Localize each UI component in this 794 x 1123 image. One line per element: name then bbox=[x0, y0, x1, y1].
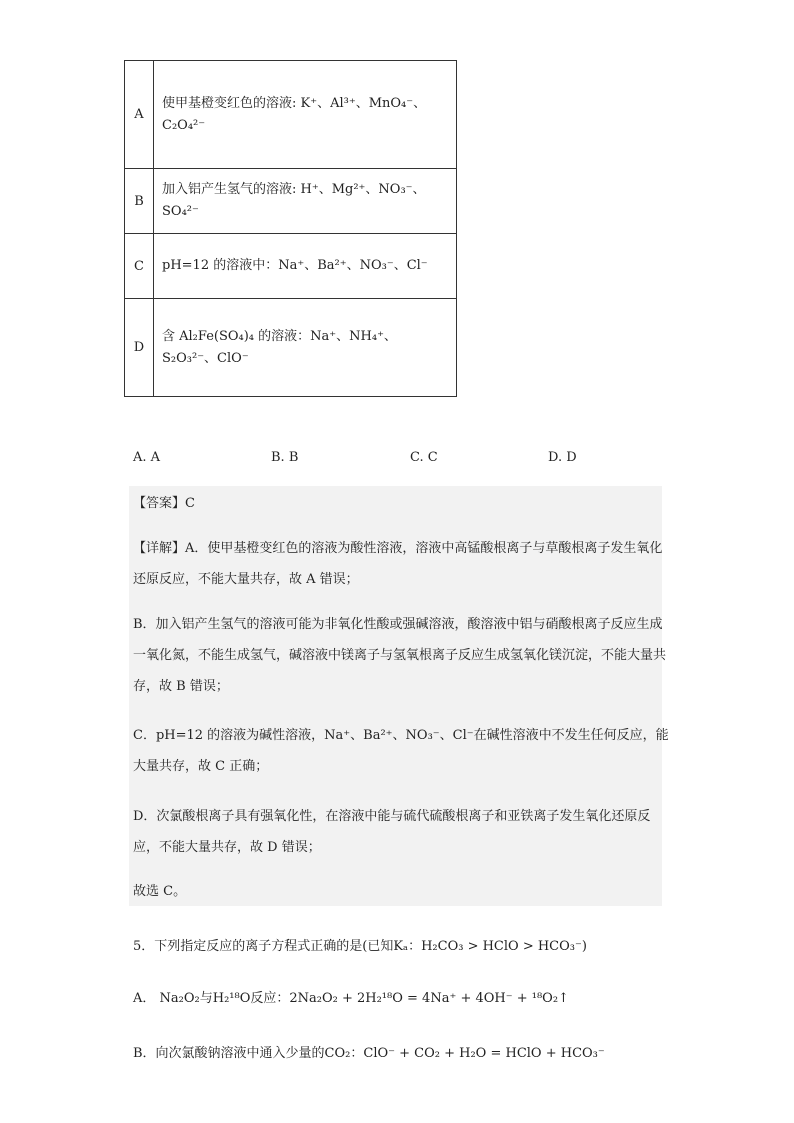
row-label: A bbox=[125, 61, 154, 169]
row-text: 使甲基橙变红色的溶液: K⁺、Al³⁺、MnO₄⁻、C₂O₄²⁻ bbox=[154, 61, 457, 169]
choice-a[interactable]: A. A bbox=[133, 450, 161, 465]
detail-d: D．次氯酸根离子具有强氧化性，在溶液中能与硫代硫酸根离子和亚铁离子发生氧化还原反应，不能大量共存，故 D 错误； bbox=[133, 809, 651, 855]
row-text: 加入铝产生氢气的溶液: H⁺、Mg²⁺、NO₃⁻、SO₄²⁻ bbox=[154, 169, 457, 234]
detail-a: 【详解】A．使甲基橙变红色的溶液为酸性溶液，溶液中高锰酸根离子与草酸根离子发生氧化还原反应，不能大量共存，故 A 错误； bbox=[133, 541, 663, 587]
row-text: pH=12 的溶液中：Na⁺、Ba²⁺、NO₃⁻、Cl⁻ bbox=[154, 234, 457, 299]
row-label: C bbox=[125, 234, 154, 299]
choice-c[interactable]: C. C bbox=[410, 450, 438, 465]
choice-d[interactable]: D. D bbox=[548, 450, 577, 465]
row-label: D bbox=[125, 299, 154, 397]
detail-c: C．pH=12 的溶液为碱性溶液，Na⁺、Ba²⁺、NO₃⁻、Cl⁻在碱性溶液中不发生任何反应，能大量共存，故 C 正确； bbox=[133, 728, 669, 774]
question-stem: 5．下列指定反应的离子方程式正确的是(已知Kₐ：H₂CO₃ > HClO > HCO₃⁻) bbox=[133, 939, 587, 954]
table-row bbox=[125, 234, 457, 299]
answer-line: 【答案】C bbox=[133, 496, 195, 511]
choice-b[interactable]: B. B bbox=[271, 450, 299, 465]
table-row bbox=[125, 299, 457, 397]
question-option-b[interactable]: B．向次氯酸钠溶液中通入少量的CO₂：ClO⁻ + CO₂ + H₂O = HClO + HCO₃⁻ bbox=[133, 1046, 605, 1061]
table-row bbox=[125, 169, 457, 234]
options-table bbox=[124, 60, 457, 397]
table-row bbox=[125, 61, 457, 169]
conclusion: 故选 C。 bbox=[133, 884, 187, 899]
detail-b: B．加入铝产生氢气的溶液可能为非氧化性酸或强碱溶液，酸溶液中铝与硝酸根离子反应生成一氧化氮，不能生成氢气，碱溶液中镁离子与氢氧根离子反应生成氢氧化镁沉淀，不能大量共存，故 B 错误； bbox=[133, 617, 667, 694]
row-text: 含 Al₂Fe(SO₄)₄ 的溶液：Na⁺、NH₄⁺、S₂O₃²⁻、ClO⁻ bbox=[154, 299, 457, 397]
question-option-a[interactable]: A． Na₂O₂与H₂¹⁸O反应：2Na₂O₂ + 2H₂¹⁸O = 4Na⁺ + 4OH⁻ + ¹⁸O₂↑ bbox=[133, 991, 569, 1006]
row-label: B bbox=[125, 169, 154, 234]
